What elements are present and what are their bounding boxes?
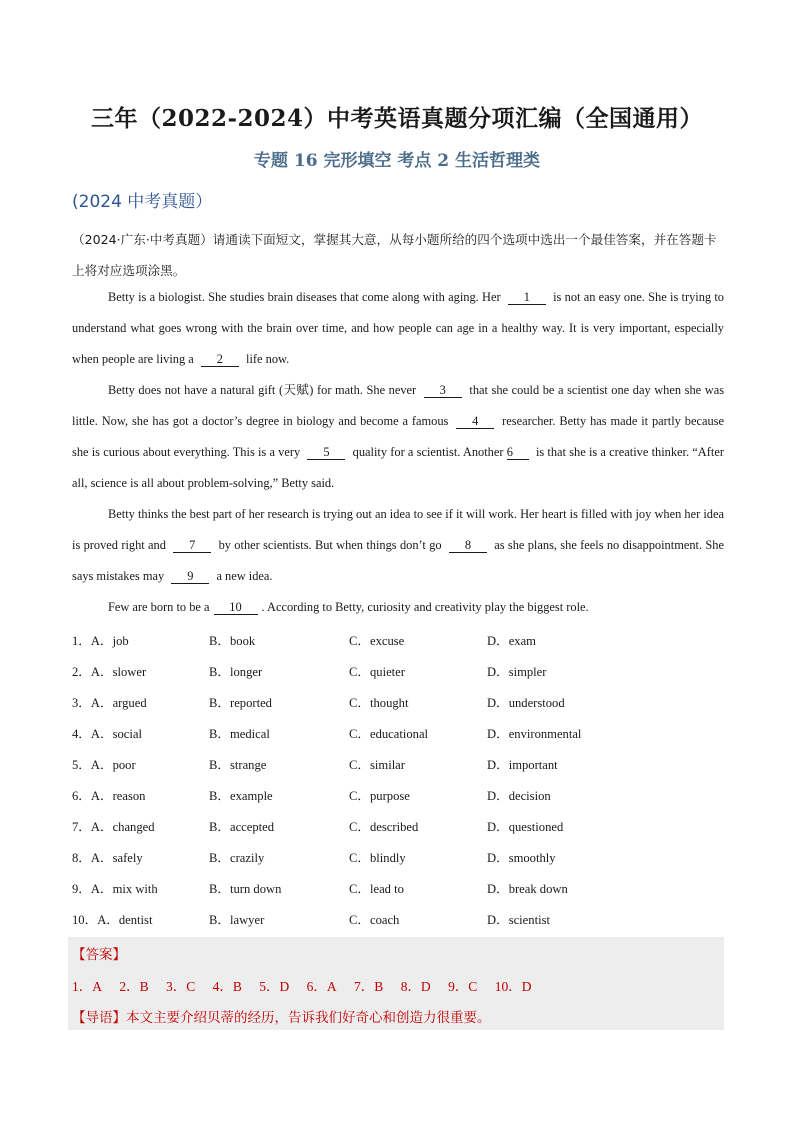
option-b: B．reported: [209, 696, 272, 710]
guide-line: [72, 1006, 491, 1026]
passage-text: Few are born to be a: [108, 600, 210, 614]
option-c: C．described: [349, 820, 419, 834]
option-c: C．coach: [349, 913, 400, 927]
option-row: [72, 688, 724, 719]
option-row: [72, 843, 724, 874]
option-row: [72, 750, 724, 781]
blank-2: 2: [201, 352, 239, 367]
option-c: C．similar: [349, 758, 405, 772]
option-d: D．scientist: [487, 913, 550, 927]
passage-paragraph: [72, 499, 724, 592]
topic-subtitle: 专题 16 完形填空 考点 2 生活哲理类: [253, 151, 541, 171]
option-c: C．educational: [349, 727, 429, 741]
passage-text: quality for a scientist. Another: [352, 445, 504, 459]
option-row: [72, 781, 724, 812]
answer-list: [72, 975, 545, 995]
option-b: B．example: [209, 789, 273, 803]
answer-item: 6．A: [306, 979, 337, 994]
blank-8: 8: [449, 538, 487, 553]
option-b: B．book: [209, 634, 256, 648]
blank-9: 9: [171, 569, 209, 584]
passage-text: Betty is a biologist. She studies brain diseases that come along with aging. Her: [108, 290, 501, 304]
blank-1: 1: [508, 290, 546, 305]
option-d: D．smoothly: [487, 851, 556, 865]
option-a: 2．A．slower: [72, 665, 147, 679]
passage-text: that she could be a scientist one day when she was little. Now, she has got a doctor’s degree in biology and become a famous: [72, 383, 725, 428]
option-row: [72, 874, 724, 905]
option-a: 6．A．reason: [72, 789, 146, 803]
answer-item: 5．D: [259, 979, 290, 994]
blank-6: 6: [507, 445, 529, 460]
option-c: C．excuse: [349, 634, 405, 648]
option-c: C．blindly: [349, 851, 406, 865]
option-row: [72, 657, 724, 688]
option-a: 3．A．argued: [72, 696, 147, 710]
option-a: 7．A．changed: [72, 820, 155, 834]
answer-item: 10．D: [494, 979, 532, 994]
option-d: D．understood: [487, 696, 565, 710]
option-d: D．important: [487, 758, 558, 772]
blank-5: 5: [307, 445, 345, 460]
option-a: 10．A．dentist: [72, 913, 153, 927]
passage-paragraph: [72, 592, 724, 623]
passage-text: life now.: [246, 352, 290, 366]
passage-text: Betty thinks the best part of her research is trying out an idea to see if it will work. Her heart is filled with joy when her idea is proved right and: [72, 507, 724, 552]
answer-item: 8．D: [400, 979, 431, 994]
blank-4: 4: [456, 414, 494, 429]
passage-paragraph: [72, 375, 724, 499]
option-b: B．lawyer: [209, 913, 265, 927]
option-b: B．longer: [209, 665, 263, 679]
answer-item: 9．C: [448, 979, 478, 994]
option-b: B．crazily: [209, 851, 265, 865]
section-heading: (2024 中考真题）: [72, 192, 213, 212]
option-d: D．decision: [487, 789, 551, 803]
passage-text: . According to Betty, curiosity and creativity play the biggest role.: [261, 600, 589, 614]
option-b: B．medical: [209, 727, 270, 741]
blank-3: 3: [424, 383, 462, 398]
passage-text: Betty does not have a natural gift (天赋) for math. She never: [108, 383, 417, 397]
option-b: B．accepted: [209, 820, 275, 834]
question-instructions: （2024·广东·中考真题）请通读下面短文，掌握其大意，从每小题所给的四个选项中选出一个最佳答案，并在答题卡上将对应选项涂黑。: [72, 232, 717, 278]
passage-text: is not an easy one. She is trying to understand what goes wrong with the brain over time, and how people can age in a healthy way. It is very important, especially when people are living a: [72, 290, 724, 366]
passage-text: researcher. Betty has made it partly because she is curious about everything. This is a very: [72, 414, 724, 459]
passage-text: by other scientists. But when things don’t go: [218, 538, 442, 552]
option-d: D．environmental: [487, 727, 582, 741]
option-row: [72, 626, 724, 657]
option-c: C．purpose: [349, 789, 410, 803]
answer-label: 【答案】: [72, 947, 126, 963]
option-a: 8．A．safely: [72, 851, 143, 865]
passage-text: as she plans, she feels no disappointment. She says mistakes may: [72, 538, 724, 583]
answer-options: [72, 626, 724, 936]
option-d: D．simpler: [487, 665, 547, 679]
option-a: 5．A．poor: [72, 758, 136, 772]
blank-10: 10: [214, 600, 258, 615]
option-row: [72, 719, 724, 750]
answer-item: 4．B: [212, 979, 242, 994]
option-c: C．lead to: [349, 882, 404, 896]
passage-paragraph: [72, 282, 724, 375]
option-c: C．quieter: [349, 665, 405, 679]
guide-text: 本文主要介绍贝蒂的经历，告诉我们好奇心和创造力很重要。: [126, 1010, 491, 1026]
answer-item: 7．B: [354, 979, 384, 994]
option-a: 1．A．job: [72, 634, 129, 648]
answer-panel: [68, 937, 724, 1030]
answer-item: 1．A: [72, 979, 102, 994]
option-a: 9．A．mix with: [72, 882, 158, 896]
blank-7: 7: [173, 538, 211, 553]
option-d: D．exam: [487, 634, 536, 648]
answer-item: 3．C: [166, 979, 196, 994]
page-title: 三年（2022-2024）中考英语真题分项汇编（全国通用）: [90, 105, 704, 132]
option-a: 4．A．social: [72, 727, 142, 741]
answer-item: 2．B: [119, 979, 149, 994]
passage-text: a new idea.: [216, 569, 273, 583]
option-d: D．questioned: [487, 820, 564, 834]
option-b: B．strange: [209, 758, 267, 772]
option-c: C．thought: [349, 696, 409, 710]
option-b: B．turn down: [209, 882, 282, 896]
passage-text: is that she is a creative thinker. “After all, science is all about problem-solving,” Betty said.: [72, 445, 724, 490]
option-row: [72, 812, 724, 843]
option-d: D．break down: [487, 882, 568, 896]
guide-label: 【导语】: [72, 1010, 126, 1026]
option-row: [72, 905, 724, 936]
reading-passage: [72, 282, 724, 623]
